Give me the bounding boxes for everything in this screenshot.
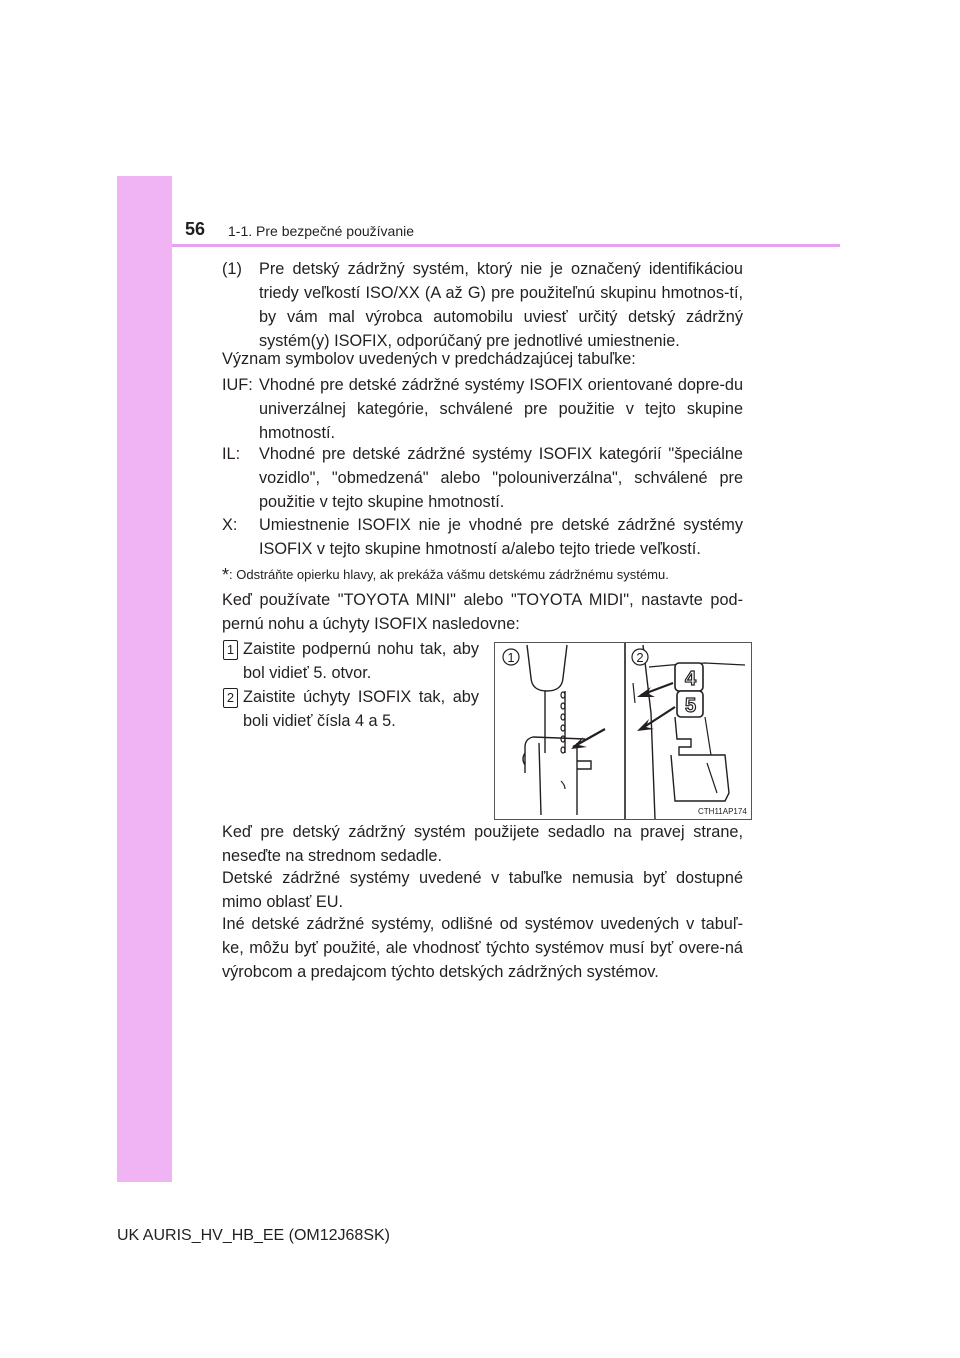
symbol-x-text: Umiestnenie ISOFIX nie je vhodné pre detské zádržné systémy ISOFIX v tejto skupine hmotností a/alebo tejto triede veľkostí. bbox=[259, 516, 743, 558]
side-tab bbox=[117, 176, 172, 1182]
symbols-intro: Význam symbolov uvedených v predchádzajúcej tabuľke: bbox=[222, 350, 636, 368]
note-item-1 bbox=[222, 257, 743, 353]
step-1-text: Zaistite podpernú nohu tak, aby bol vidieť 5. otvor. bbox=[243, 640, 479, 682]
symbol-x-label: X: bbox=[222, 516, 238, 534]
footer-model-code: UK AURIS_HV_HB_EE (OM12J68SK) bbox=[117, 1227, 390, 1244]
paragraph-other-systems: Iné detské zádržné systémy, odlišné od systémov uvedených v tabuľ-ke, môžu byť použité, ale vhodnosť týchto systémov musí byť overe-ná výrobcom a predajcom týchto detských zádržných systémov. bbox=[222, 915, 743, 981]
adjust-intro: Keď používate "TOYOTA MINI" alebo "TOYOTA MIDI", nastavte pod-pernú nohu a úchyty ISOFIX nasledovne: bbox=[222, 591, 743, 633]
step-1-badge: 1 bbox=[223, 640, 238, 660]
isofix-illustration bbox=[494, 642, 752, 820]
header-divider bbox=[172, 244, 840, 247]
page-number: 56 bbox=[185, 219, 206, 239]
footnote-star: * bbox=[222, 565, 230, 585]
step-2-text: Zaistite úchyty ISOFIX tak, aby boli vidieť čísla 4 a 5. bbox=[243, 688, 479, 730]
paragraph-eu-availability: Detské zádržné systémy uvedené v tabuľke nemusia byť dostupné mimo oblasť EU. bbox=[222, 869, 743, 911]
paragraph-right-seat: Keď pre detský zádržný systém použijete sedadlo na pravej strane, neseďte na strednom sedadle. bbox=[222, 823, 743, 865]
symbol-il-label: IL: bbox=[222, 445, 241, 463]
digit-5-label: 5 bbox=[685, 695, 697, 717]
digit-4-label: 4 bbox=[685, 668, 697, 690]
footnote bbox=[222, 563, 669, 584]
symbol-il bbox=[222, 442, 743, 514]
note-item-1-text: Pre detský zádržný systém, ktorý nie je označený identifikáciou triedy veľkostí ISO/XX (A až G) pre použiteľnú skupinu hmotnos-tí, by vám mal výrobca automobilu uviesť určitý detský zádržný systém(y) ISOFIX, odporúčaný pre jednotlivé umiestnenie. bbox=[259, 260, 743, 350]
symbol-il-text: Vhodné pre detské zádržné systémy ISOFIX kategórií "špeciálne vozidlo", "obmedzená" alebo "polouniverzálna", schválené pre použitie v tejto skupine hmotností. bbox=[259, 445, 743, 511]
isofix-drawing bbox=[495, 643, 751, 819]
symbol-iuf-text: Vhodné pre detské zádržné systémy ISOFIX orientované dopre-du univerzálnej kategórie, schválené pre použitie v tejto skupine hmotností. bbox=[259, 376, 743, 442]
section-title: 1-1. Pre bezpečné používanie bbox=[228, 223, 415, 239]
note-item-1-label: (1) bbox=[222, 260, 242, 278]
symbol-iuf bbox=[222, 373, 743, 445]
symbol-iuf-label: IUF: bbox=[222, 376, 253, 394]
callout-2-label: 2 bbox=[636, 650, 644, 665]
footnote-text: : Odstráňte opierku hlavy, ak prekáža vášmu detskému zádržnému systému. bbox=[229, 567, 669, 582]
symbol-x bbox=[222, 513, 743, 561]
illustration-code: CTH11AP174 bbox=[698, 807, 747, 816]
callout-1-label: 1 bbox=[507, 650, 515, 665]
step-2-badge: 2 bbox=[223, 688, 238, 708]
